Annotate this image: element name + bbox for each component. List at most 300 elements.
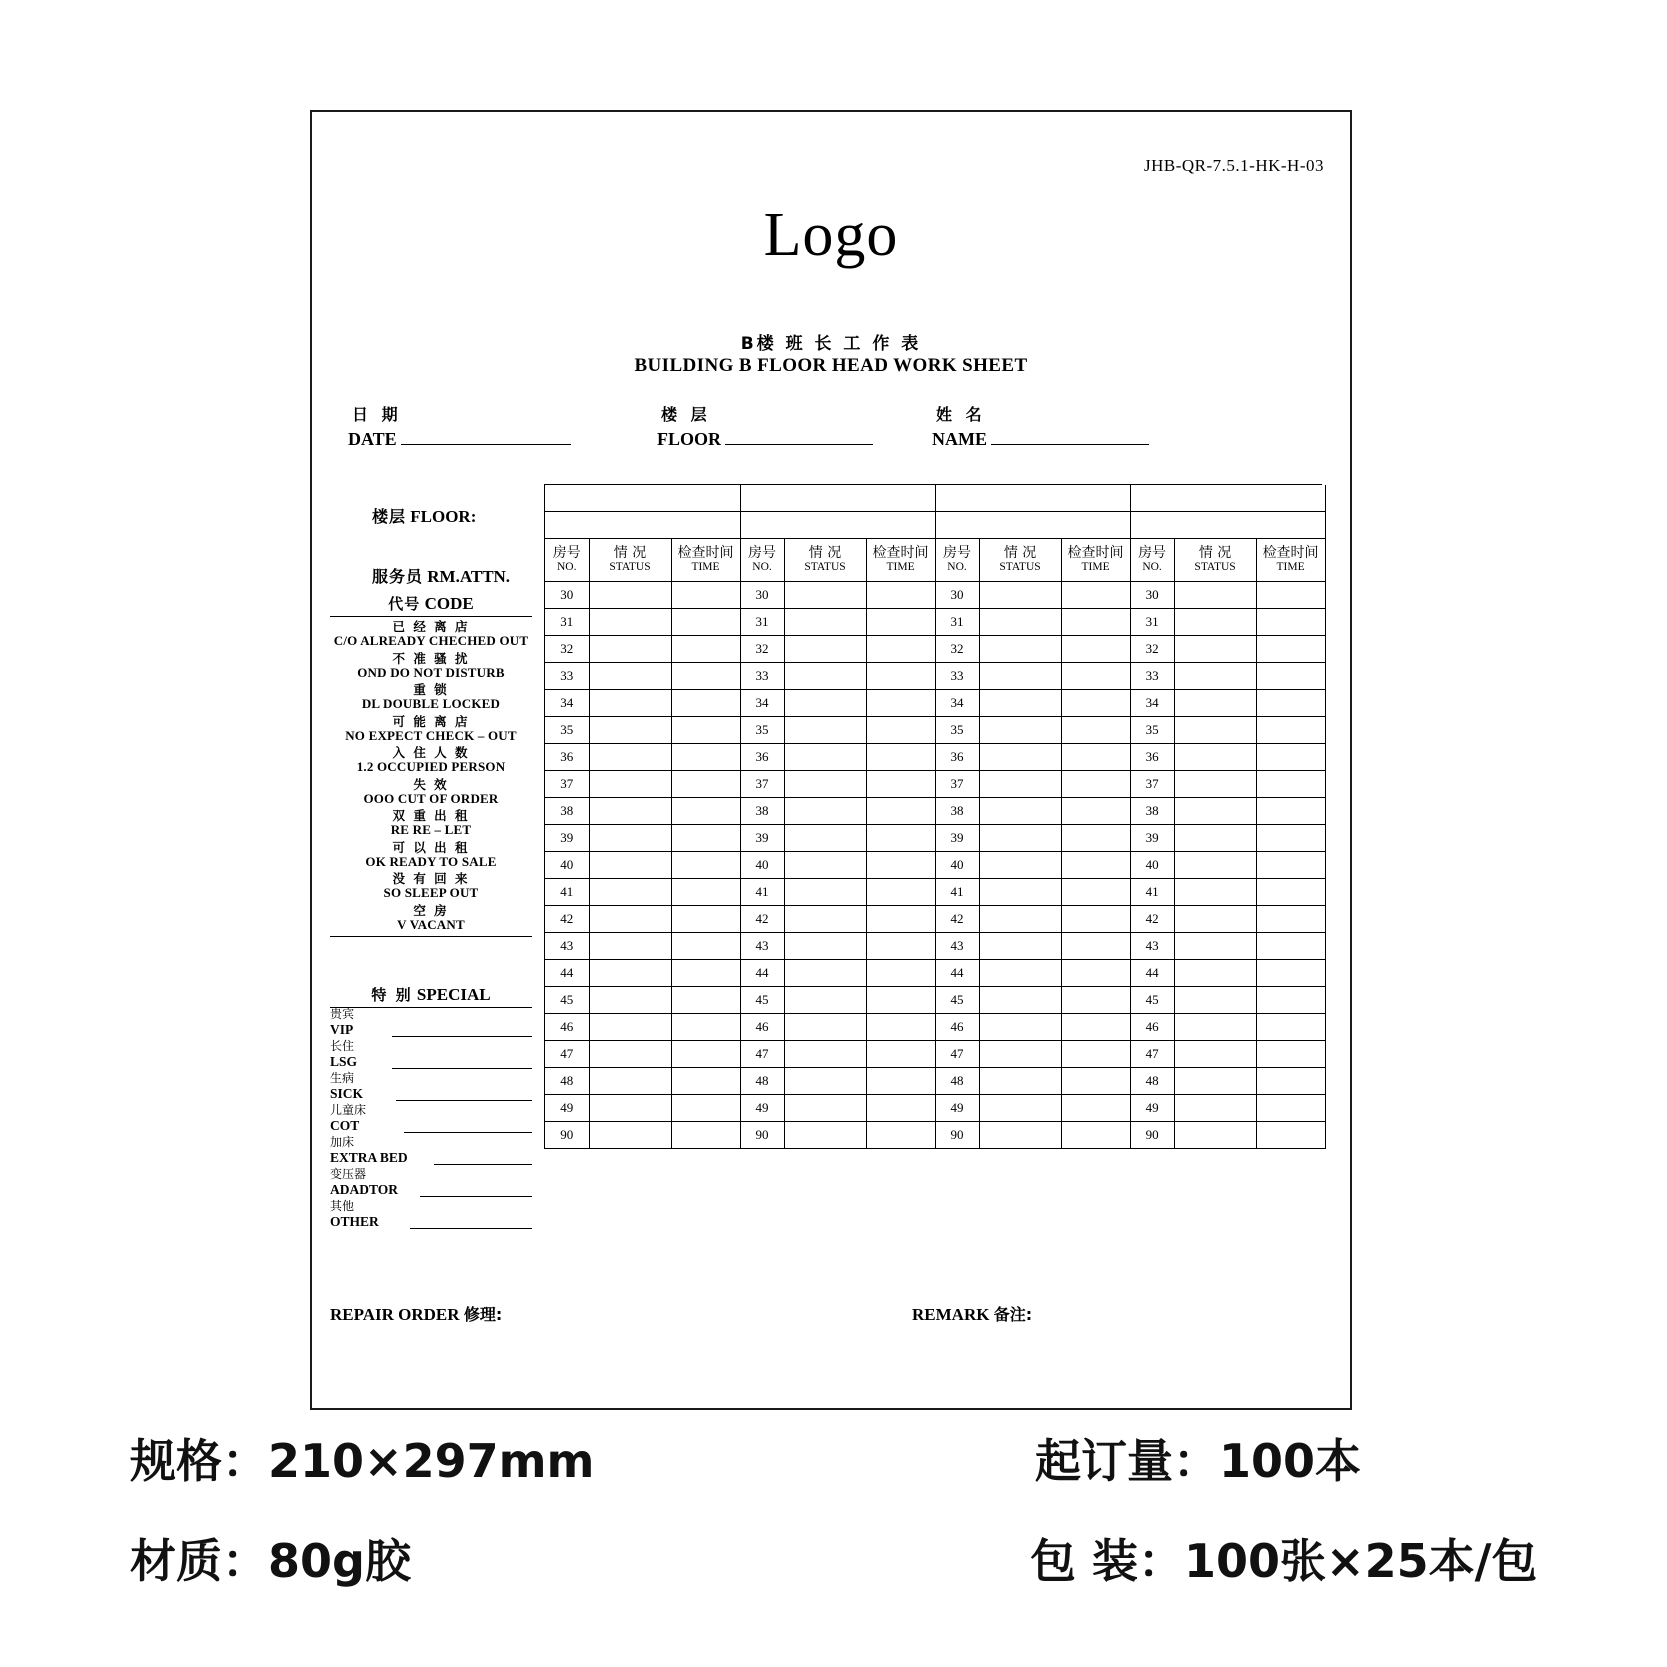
status-entry-cell[interactable]: [979, 798, 1061, 825]
status-entry-cell[interactable]: [784, 933, 866, 960]
status-entry-cell[interactable]: [979, 987, 1061, 1014]
status-entry-cell[interactable]: [1174, 609, 1256, 636]
status-entry-cell[interactable]: [784, 771, 866, 798]
code-legend-item-cn: 双 重 出 租: [392, 808, 470, 824]
special-item[interactable]: [330, 1008, 532, 1040]
room-number-cell: 34: [1130, 690, 1174, 717]
table-row: [545, 1041, 1325, 1068]
status-entry-cell[interactable]: [784, 987, 866, 1014]
status-entry-cell[interactable]: [979, 744, 1061, 771]
special-title: [330, 984, 532, 1008]
status-entry-cell[interactable]: [1174, 987, 1256, 1014]
status-entry-cell[interactable]: [1174, 852, 1256, 879]
time-entry-cell[interactable]: [671, 933, 740, 960]
table-row: [545, 1014, 1325, 1041]
status-entry-cell[interactable]: [784, 1041, 866, 1068]
status-entry-cell[interactable]: [979, 1095, 1061, 1122]
status-entry-cell[interactable]: [1174, 1122, 1256, 1149]
code-legend-bottom-rule: [330, 936, 532, 937]
time-entry-cell[interactable]: [866, 582, 935, 609]
room-number-cell: 30: [545, 582, 589, 609]
time-entry-cell[interactable]: [671, 609, 740, 636]
name-label-en: NAME: [932, 429, 987, 449]
floor-input-rule[interactable]: [725, 428, 873, 445]
room-number-cell: 37: [545, 771, 589, 798]
status-entry-cell[interactable]: [979, 582, 1061, 609]
room-number-cell: 90: [1130, 1122, 1174, 1149]
time-entry-cell[interactable]: [671, 825, 740, 852]
status-entry-cell[interactable]: [1174, 798, 1256, 825]
column-header-cn: 检查时间: [1262, 545, 1319, 562]
name-label-cn: 姓 名: [936, 405, 986, 424]
time-entry-cell[interactable]: [671, 879, 740, 906]
room-number-cell: 46: [740, 1014, 784, 1041]
column-header-cn: 情 况: [1198, 545, 1232, 562]
room-number-cell: 44: [935, 960, 979, 987]
time-entry-cell[interactable]: [866, 879, 935, 906]
time-entry-cell[interactable]: [671, 1068, 740, 1095]
time-entry-cell[interactable]: [671, 582, 740, 609]
floor-entry-cell[interactable]: [935, 485, 1130, 512]
header-field-row: [312, 402, 1350, 458]
time-entry-cell[interactable]: [1256, 1041, 1325, 1068]
status-entry-cell[interactable]: [589, 663, 671, 690]
time-entry-cell[interactable]: [1061, 717, 1130, 744]
time-entry-cell[interactable]: [671, 960, 740, 987]
code-legend-item-cn: 没 有 回 来: [392, 871, 470, 887]
time-entry-cell[interactable]: [1061, 852, 1130, 879]
status-entry-cell[interactable]: [784, 798, 866, 825]
status-entry-cell[interactable]: [979, 1122, 1061, 1149]
room-number-cell: 41: [935, 879, 979, 906]
date-input-rule[interactable]: [401, 428, 571, 445]
column-header-cn: 检查时间: [872, 545, 929, 562]
time-entry-cell[interactable]: [866, 1041, 935, 1068]
code-legend-item-en: DL DOUBLE LOCKED: [361, 696, 501, 712]
remark-label-cn: 备注:: [993, 1305, 1033, 1324]
time-entry-cell[interactable]: [1256, 636, 1325, 663]
grid-attendant-label-en: RM.ATTN.: [427, 567, 511, 586]
time-entry-cell[interactable]: [866, 798, 935, 825]
time-entry-cell[interactable]: [671, 717, 740, 744]
floor-field[interactable]: [657, 402, 873, 450]
special-title-en: SPECIAL: [416, 985, 491, 1004]
attendant-entry-cell[interactable]: [1130, 512, 1325, 539]
status-entry-cell[interactable]: [784, 609, 866, 636]
room-status-table: [545, 485, 1326, 1149]
time-entry-cell[interactable]: [671, 906, 740, 933]
time-entry-cell[interactable]: [1061, 771, 1130, 798]
time-entry-cell[interactable]: [866, 960, 935, 987]
status-entry-cell[interactable]: [589, 771, 671, 798]
spec-size: 规格：210×297mm: [130, 1434, 595, 1488]
time-entry-cell[interactable]: [1256, 906, 1325, 933]
column-header-cn: 情 况: [808, 545, 842, 562]
code-legend-title: [330, 593, 532, 617]
special-item-rule[interactable]: [410, 1227, 532, 1229]
room-number-cell: 49: [545, 1095, 589, 1122]
time-entry-cell[interactable]: [671, 987, 740, 1014]
column-header-en: TIME: [691, 561, 720, 574]
room-number-cell: 43: [740, 933, 784, 960]
status-entry-cell[interactable]: [979, 690, 1061, 717]
time-entry-cell[interactable]: [1256, 852, 1325, 879]
special-item[interactable]: [330, 1136, 532, 1168]
status-entry-cell[interactable]: [784, 1068, 866, 1095]
status-entry-cell[interactable]: [784, 906, 866, 933]
room-number-cell: 49: [1130, 1095, 1174, 1122]
table-row: [545, 825, 1325, 852]
special-item-en: COT: [330, 1118, 360, 1133]
status-entry-cell[interactable]: [784, 879, 866, 906]
time-entry-cell[interactable]: [1061, 690, 1130, 717]
room-number-cell: 41: [545, 879, 589, 906]
status-entry-cell[interactable]: [589, 987, 671, 1014]
time-entry-cell[interactable]: [1256, 960, 1325, 987]
code-legend-item-cn: 重 锁: [413, 682, 449, 698]
status-entry-cell[interactable]: [979, 609, 1061, 636]
time-entry-cell[interactable]: [1061, 744, 1130, 771]
status-entry-cell[interactable]: [1174, 960, 1256, 987]
status-entry-cell[interactable]: [784, 1122, 866, 1149]
floor-entry-cell[interactable]: [740, 485, 935, 512]
status-entry-cell[interactable]: [979, 960, 1061, 987]
time-entry-cell[interactable]: [1061, 879, 1130, 906]
time-entry-cell[interactable]: [1061, 798, 1130, 825]
status-entry-cell[interactable]: [784, 960, 866, 987]
status-entry-cell[interactable]: [589, 960, 671, 987]
status-entry-cell[interactable]: [589, 906, 671, 933]
status-entry-cell[interactable]: [784, 1014, 866, 1041]
time-entry-cell[interactable]: [1256, 1068, 1325, 1095]
status-entry-cell[interactable]: [979, 1041, 1061, 1068]
table-row: [545, 663, 1325, 690]
status-entry-cell[interactable]: [784, 582, 866, 609]
column-header-cn: 检查时间: [1067, 545, 1124, 562]
grid-column-header-row: [545, 539, 1325, 582]
special-item[interactable]: [330, 1200, 532, 1232]
status-entry-cell[interactable]: [979, 879, 1061, 906]
grid-attendant-label: [372, 564, 510, 587]
code-legend-item: [330, 746, 532, 775]
status-entry-cell[interactable]: [589, 744, 671, 771]
time-entry-cell[interactable]: [671, 663, 740, 690]
special-item-rule[interactable]: [392, 1035, 532, 1037]
status-entry-cell[interactable]: [1174, 1068, 1256, 1095]
room-number-cell: 38: [740, 798, 784, 825]
status-entry-cell[interactable]: [1174, 582, 1256, 609]
form-title-english: BUILDING B FLOOR HEAD WORK SHEET: [634, 355, 1028, 376]
time-entry-cell[interactable]: [1256, 771, 1325, 798]
date-field[interactable]: [348, 402, 571, 450]
status-entry-cell[interactable]: [979, 771, 1061, 798]
time-entry-cell[interactable]: [1061, 663, 1130, 690]
room-number-cell: 48: [740, 1068, 784, 1095]
time-entry-cell[interactable]: [866, 1095, 935, 1122]
special-item-rule[interactable]: [420, 1195, 532, 1197]
time-entry-cell[interactable]: [671, 744, 740, 771]
attendant-entry-cell[interactable]: [935, 512, 1130, 539]
repair-order-label-en: REPAIR ORDER: [330, 1305, 460, 1324]
special-item-cn: 长住: [330, 1039, 355, 1053]
status-entry-cell[interactable]: [979, 825, 1061, 852]
special-item[interactable]: [330, 1104, 532, 1136]
time-entry-cell[interactable]: [1256, 798, 1325, 825]
time-entry-cell[interactable]: [1061, 1041, 1130, 1068]
floor-label-cn: 楼 层: [661, 405, 711, 424]
status-entry-cell[interactable]: [1174, 636, 1256, 663]
column-header-en: NO.: [557, 561, 577, 574]
floor-entry-cell[interactable]: [545, 485, 740, 512]
status-entry-cell[interactable]: [979, 1014, 1061, 1041]
status-entry-cell[interactable]: [979, 636, 1061, 663]
time-entry-cell[interactable]: [1256, 690, 1325, 717]
time-entry-cell[interactable]: [866, 609, 935, 636]
time-entry-cell[interactable]: [866, 852, 935, 879]
attendant-entry-cell[interactable]: [740, 512, 935, 539]
room-number-cell: 40: [740, 852, 784, 879]
column-header-cell: [979, 539, 1061, 582]
status-entry-cell[interactable]: [589, 825, 671, 852]
special-item-rule[interactable]: [392, 1067, 532, 1069]
time-entry-cell[interactable]: [1256, 879, 1325, 906]
time-entry-cell[interactable]: [1256, 1014, 1325, 1041]
time-entry-cell[interactable]: [1061, 1068, 1130, 1095]
spec-packing: 包 装：100张×25本/包: [1030, 1534, 1538, 1588]
status-entry-cell[interactable]: [589, 582, 671, 609]
room-number-cell: 34: [740, 690, 784, 717]
status-entry-cell[interactable]: [784, 852, 866, 879]
time-entry-cell[interactable]: [1061, 1122, 1130, 1149]
status-entry-cell[interactable]: [784, 717, 866, 744]
time-entry-cell[interactable]: [1256, 825, 1325, 852]
floor-entry-cell[interactable]: [1130, 485, 1325, 512]
time-entry-cell[interactable]: [1061, 582, 1130, 609]
status-entry-cell[interactable]: [979, 852, 1061, 879]
time-entry-cell[interactable]: [866, 1068, 935, 1095]
room-number-cell: 42: [935, 906, 979, 933]
table-row: [545, 1095, 1325, 1122]
time-entry-cell[interactable]: [671, 1041, 740, 1068]
column-header-cn: 房号: [943, 545, 972, 562]
time-entry-cell[interactable]: [1061, 636, 1130, 663]
time-entry-cell[interactable]: [671, 690, 740, 717]
status-entry-cell[interactable]: [979, 1068, 1061, 1095]
time-entry-cell[interactable]: [1256, 582, 1325, 609]
time-entry-cell[interactable]: [1256, 933, 1325, 960]
room-number-cell: 49: [740, 1095, 784, 1122]
column-header-cell: [740, 539, 784, 582]
status-entry-cell[interactable]: [784, 663, 866, 690]
status-entry-cell[interactable]: [1174, 1014, 1256, 1041]
time-entry-cell[interactable]: [1256, 744, 1325, 771]
code-legend-item-en: OOO CUT OF ORDER: [363, 790, 499, 806]
time-entry-cell[interactable]: [1061, 906, 1130, 933]
status-entry-cell[interactable]: [589, 933, 671, 960]
status-entry-cell[interactable]: [784, 825, 866, 852]
status-entry-cell[interactable]: [589, 1095, 671, 1122]
code-legend-item-en: OK READY TO SALE: [365, 853, 497, 869]
room-number-cell: 36: [545, 744, 589, 771]
document-code: JHB-QR-7.5.1-HK-H-03: [1144, 156, 1324, 175]
time-entry-cell[interactable]: [1256, 1122, 1325, 1149]
time-entry-cell[interactable]: [866, 771, 935, 798]
status-entry-cell[interactable]: [589, 852, 671, 879]
special-item-cn: 生病: [330, 1071, 355, 1085]
table-row: [545, 879, 1325, 906]
time-entry-cell[interactable]: [1256, 717, 1325, 744]
time-entry-cell[interactable]: [866, 906, 935, 933]
time-entry-cell[interactable]: [1061, 933, 1130, 960]
time-entry-cell[interactable]: [866, 744, 935, 771]
grid-attendant-label-cn: 服务员: [372, 567, 424, 586]
time-entry-cell[interactable]: [866, 1122, 935, 1149]
time-entry-cell[interactable]: [1061, 825, 1130, 852]
spec-material: 材质：80g胶: [130, 1534, 411, 1588]
status-entry-cell[interactable]: [589, 879, 671, 906]
room-number-cell: 90: [545, 1122, 589, 1149]
column-header-cn: 检查时间: [677, 545, 734, 562]
code-legend-item-cn: 已 经 离 店: [392, 619, 470, 634]
time-entry-cell[interactable]: [671, 1095, 740, 1122]
repair-order-label-cn: 修理:: [463, 1305, 503, 1324]
special-item-rule[interactable]: [404, 1131, 532, 1133]
special-item[interactable]: [330, 1040, 532, 1072]
status-entry-cell[interactable]: [1174, 1041, 1256, 1068]
time-entry-cell[interactable]: [866, 690, 935, 717]
table-row: [545, 987, 1325, 1014]
status-entry-cell[interactable]: [1174, 771, 1256, 798]
special-item[interactable]: [330, 1168, 532, 1200]
time-entry-cell[interactable]: [1061, 960, 1130, 987]
column-header-cn: 情 况: [613, 545, 647, 562]
time-entry-cell[interactable]: [1061, 1014, 1130, 1041]
room-number-cell: 46: [935, 1014, 979, 1041]
time-entry-cell[interactable]: [866, 636, 935, 663]
room-number-cell: 48: [545, 1068, 589, 1095]
code-legend-item: [330, 904, 532, 933]
remark-field[interactable]: [912, 1302, 1032, 1325]
room-number-cell: 45: [1130, 987, 1174, 1014]
code-legend-item-en: OND DO NOT DISTURB: [357, 664, 505, 680]
room-number-cell: 48: [1130, 1068, 1174, 1095]
column-header-cell: [1130, 539, 1174, 582]
status-entry-cell[interactable]: [979, 906, 1061, 933]
status-entry-cell[interactable]: [589, 690, 671, 717]
time-entry-cell[interactable]: [671, 852, 740, 879]
time-entry-cell[interactable]: [866, 717, 935, 744]
status-entry-cell[interactable]: [979, 933, 1061, 960]
room-number-cell: 36: [1130, 744, 1174, 771]
status-entry-cell[interactable]: [589, 798, 671, 825]
room-number-cell: 37: [1130, 771, 1174, 798]
status-entry-cell[interactable]: [979, 717, 1061, 744]
room-number-cell: 39: [740, 825, 784, 852]
date-label-en: DATE: [348, 429, 397, 449]
status-entry-cell[interactable]: [1174, 906, 1256, 933]
column-header-cell: [1061, 539, 1130, 582]
table-row: [545, 798, 1325, 825]
special-item[interactable]: [330, 1072, 532, 1104]
special-item-en: EXTRA BED: [330, 1150, 408, 1165]
status-entry-cell[interactable]: [589, 609, 671, 636]
code-legend-title-en: CODE: [424, 594, 474, 613]
status-entry-cell[interactable]: [1174, 825, 1256, 852]
time-entry-cell[interactable]: [866, 987, 935, 1014]
time-entry-cell[interactable]: [1061, 987, 1130, 1014]
name-input-rule[interactable]: [991, 428, 1149, 445]
time-entry-cell[interactable]: [866, 825, 935, 852]
name-field[interactable]: [932, 402, 1149, 450]
status-entry-cell[interactable]: [784, 1095, 866, 1122]
special-item-rule[interactable]: [396, 1099, 532, 1101]
status-entry-cell[interactable]: [589, 1122, 671, 1149]
time-entry-cell[interactable]: [671, 771, 740, 798]
time-entry-cell[interactable]: [671, 1122, 740, 1149]
status-entry-cell[interactable]: [784, 690, 866, 717]
room-number-cell: 45: [740, 987, 784, 1014]
code-legend-item-cn: 空 房: [413, 902, 449, 918]
room-number-cell: 47: [935, 1041, 979, 1068]
time-entry-cell[interactable]: [1256, 609, 1325, 636]
room-number-cell: 39: [545, 825, 589, 852]
time-entry-cell[interactable]: [1061, 609, 1130, 636]
status-entry-cell[interactable]: [1174, 1095, 1256, 1122]
special-item-rule[interactable]: [434, 1163, 532, 1165]
status-entry-cell[interactable]: [784, 636, 866, 663]
time-entry-cell[interactable]: [866, 663, 935, 690]
status-entry-cell[interactable]: [979, 663, 1061, 690]
time-entry-cell[interactable]: [866, 1014, 935, 1041]
attendant-entry-cell[interactable]: [545, 512, 740, 539]
time-entry-cell[interactable]: [1256, 987, 1325, 1014]
time-entry-cell[interactable]: [866, 933, 935, 960]
status-entry-cell[interactable]: [1174, 879, 1256, 906]
code-legend-item: [330, 715, 532, 744]
room-number-cell: 90: [935, 1122, 979, 1149]
time-entry-cell[interactable]: [671, 798, 740, 825]
status-entry-cell[interactable]: [1174, 663, 1256, 690]
status-entry-cell[interactable]: [1174, 744, 1256, 771]
status-entry-cell[interactable]: [589, 636, 671, 663]
status-entry-cell[interactable]: [589, 1068, 671, 1095]
repair-order-field[interactable]: [330, 1302, 502, 1325]
time-entry-cell[interactable]: [671, 1014, 740, 1041]
status-entry-cell[interactable]: [589, 1014, 671, 1041]
status-entry-cell[interactable]: [1174, 690, 1256, 717]
status-entry-cell[interactable]: [1174, 933, 1256, 960]
time-entry-cell[interactable]: [671, 636, 740, 663]
room-number-cell: 41: [1130, 879, 1174, 906]
time-entry-cell[interactable]: [1256, 1095, 1325, 1122]
time-entry-cell[interactable]: [1061, 1095, 1130, 1122]
code-legend-item: [330, 620, 532, 649]
room-number-cell: 41: [740, 879, 784, 906]
room-number-cell: 38: [935, 798, 979, 825]
room-status-grid: [544, 484, 1322, 1149]
room-number-cell: 31: [1130, 609, 1174, 636]
room-number-cell: 43: [1130, 933, 1174, 960]
code-legend-item: [330, 652, 532, 681]
column-header-cn: 房号: [748, 545, 777, 562]
room-number-cell: 42: [740, 906, 784, 933]
status-entry-cell[interactable]: [589, 717, 671, 744]
time-entry-cell[interactable]: [1256, 663, 1325, 690]
status-entry-cell[interactable]: [1174, 717, 1256, 744]
status-entry-cell[interactable]: [784, 744, 866, 771]
logo: Logo: [763, 201, 899, 269]
status-entry-cell[interactable]: [589, 1041, 671, 1068]
